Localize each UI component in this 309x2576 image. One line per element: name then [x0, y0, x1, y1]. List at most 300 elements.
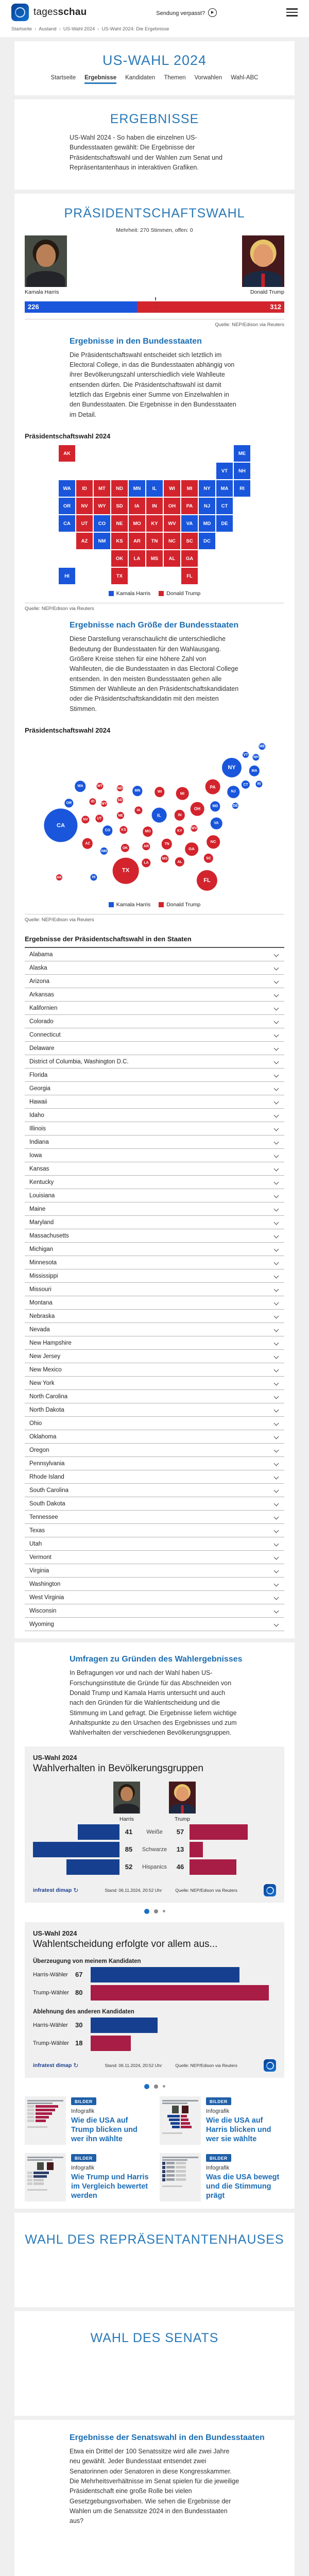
- state-tile-TN[interactable]: TN: [146, 533, 163, 549]
- state-bubble-OR[interactable]: OR: [64, 799, 73, 807]
- state-bubble-MI[interactable]: MI: [176, 787, 189, 800]
- state-accordion-row[interactable]: [25, 1484, 284, 1497]
- state-bubble-OH[interactable]: OH: [191, 802, 204, 816]
- state-name: Idaho: [29, 1112, 44, 1118]
- state-tile-AR[interactable]: AR: [129, 533, 145, 549]
- state-bubble-ID[interactable]: ID: [89, 799, 96, 805]
- state-accordion-row[interactable]: [25, 1390, 284, 1403]
- state-bubble-PA[interactable]: PA: [205, 779, 220, 794]
- state-bubble-NE[interactable]: NE: [117, 812, 124, 819]
- state-bubble-CA[interactable]: CA: [44, 809, 77, 842]
- state-accordion-row[interactable]: [25, 1310, 284, 1323]
- state-accordion-row[interactable]: [25, 1189, 284, 1202]
- teaser-title-link[interactable]: Wie die USA auf Trump blicken und wer ihn wählte: [71, 2116, 138, 2143]
- state-accordion-row[interactable]: [25, 1363, 284, 1377]
- state-tile-RI[interactable]: RI: [234, 480, 250, 497]
- legend-swatch: [109, 902, 114, 907]
- state-tile-UT[interactable]: UT: [76, 515, 93, 532]
- carousel-dot[interactable]: [163, 2085, 165, 2088]
- state-tile-AK[interactable]: AK: [59, 445, 75, 462]
- state-bubble-RI[interactable]: RI: [255, 781, 262, 788]
- cartogram-source: Quelle: NEP/Edison via Reuters: [25, 914, 284, 923]
- chart2-title: Wahlentscheidung erfolgte vor allem aus...: [33, 1938, 218, 1950]
- chevron-down-icon: [274, 1622, 279, 1627]
- state-accordion-row[interactable]: [25, 975, 284, 988]
- state-tile-NY[interactable]: NY: [199, 480, 215, 497]
- chevron-down-icon: [274, 1314, 279, 1319]
- group-label: Ablehnung des anderen Kandidaten: [33, 2008, 134, 2015]
- state-accordion-row[interactable]: [25, 1229, 284, 1243]
- state-accordion-row[interactable]: [25, 1564, 284, 1578]
- state-tile-CT[interactable]: CT: [216, 498, 233, 514]
- chart-row: [33, 1841, 276, 1858]
- state-bubble-WA[interactable]: WA: [75, 781, 85, 791]
- states-section-heading: Ergebnisse in den Bundesstaaten: [70, 336, 202, 346]
- chart-row: [33, 2036, 276, 2051]
- state-tile-ND[interactable]: ND: [111, 480, 128, 497]
- state-bubble-VT[interactable]: VT: [243, 752, 249, 758]
- state-accordion-row[interactable]: [25, 948, 284, 961]
- teaser-body: [206, 2153, 284, 2201]
- tab-vorwahlen[interactable]: Vorwahlen: [194, 75, 222, 81]
- state-tile-MT[interactable]: MT: [94, 480, 110, 497]
- state-name: Nevada: [29, 1326, 50, 1333]
- state-name: Minnesota: [29, 1259, 57, 1266]
- state-tile-ID[interactable]: ID: [76, 480, 93, 497]
- breadcrumb-link[interactable]: Startseite: [11, 26, 32, 32]
- harris-bar-area: [33, 1824, 119, 1840]
- chart-wahlentscheidung: [25, 1922, 284, 2078]
- chevron-down-icon: [274, 1032, 279, 1038]
- carousel-dot[interactable]: [144, 1909, 149, 1914]
- state-tile-NH[interactable]: NH: [234, 463, 250, 479]
- state-tile-MD[interactable]: MD: [199, 515, 215, 532]
- chart1-photos: [33, 1782, 276, 1822]
- electoral-votes-bar: [25, 301, 284, 313]
- chevron-down-icon: [274, 1113, 279, 1118]
- state-tile-WI[interactable]: WI: [164, 480, 180, 497]
- teaser-thumb[interactable]: [160, 2153, 201, 2201]
- us-states-map: [59, 445, 250, 585]
- category-label: Weiße: [146, 1828, 163, 1835]
- state-bubble-ME[interactable]: ME: [259, 743, 265, 750]
- trump-bar-area: [190, 1842, 276, 1857]
- carousel-dot[interactable]: [144, 2084, 149, 2089]
- trump-value: 13: [176, 1845, 184, 1854]
- chevron-down-icon: [274, 1247, 279, 1252]
- chevron-down-icon: [274, 1274, 279, 1279]
- state-tile-DE[interactable]: DE: [216, 515, 233, 532]
- state-bubble-TX[interactable]: TX: [113, 858, 139, 884]
- state-bubble-IL[interactable]: IL: [152, 808, 167, 823]
- chart2-footer: [33, 2059, 276, 2072]
- state-tile-MO[interactable]: MO: [129, 515, 145, 532]
- row-label: Trump-Wähler: [33, 2040, 69, 2046]
- chevron-down-icon: [274, 1475, 279, 1480]
- state-accordion-row[interactable]: [25, 1350, 284, 1363]
- state-accordion-row[interactable]: [25, 1042, 284, 1055]
- legend-swatch: [159, 591, 164, 596]
- source-line: Quelle: NEP/Edison via Reuters: [25, 319, 284, 328]
- state-tile-PA[interactable]: PA: [181, 498, 198, 514]
- state-name: Mississippi: [29, 1273, 58, 1279]
- state-tile-KY[interactable]: KY: [146, 515, 163, 532]
- state-name: Illinois: [29, 1125, 46, 1132]
- missed-show-link[interactable]: [87, 8, 286, 17]
- state-name: Michigan: [29, 1246, 54, 1252]
- bilder-badge: BILDER: [206, 2154, 231, 2162]
- chevron-down-icon: [274, 1555, 279, 1560]
- carousel-dot[interactable]: [163, 1910, 165, 1912]
- state-accordion-row[interactable]: [25, 1122, 284, 1136]
- state-accordion-row[interactable]: [25, 1497, 284, 1511]
- state-tile-MA[interactable]: MA: [216, 480, 233, 497]
- state-name: District of Columbia, Washington D.C.: [29, 1058, 129, 1065]
- size-section-text: Diese Darstellung veranschaulicht die unterschiedliche Bedeutung der Bundesstaaten für den Wahlausgang. Größere Kreise stehen für eine höhere Zahl von Wahlleuten, die die Bundesstaaten in das Electoral College entsenden. In den meisten Bundesstaaten gehen alle Stimmen der Wahlleute an den Präsidentschaftskandidaten oder die Präsidentschaftskandidatin mit den meisten Stimmen.: [70, 635, 239, 713]
- state-bubble-NH[interactable]: NH: [252, 754, 259, 761]
- state-tile-AZ[interactable]: AZ: [76, 533, 93, 549]
- state-name: New Mexico: [29, 1366, 62, 1373]
- state-bubble-NJ[interactable]: NJ: [227, 786, 239, 798]
- state-name: Louisiana: [29, 1192, 55, 1199]
- state-accordion-row[interactable]: [25, 961, 284, 975]
- state-name: Hawaii: [29, 1098, 47, 1105]
- row-value: 18: [75, 2039, 83, 2047]
- state-tile-NV[interactable]: NV: [76, 498, 93, 514]
- state-bubble-HI[interactable]: HI: [90, 874, 97, 881]
- chevron-down-icon: [274, 1595, 279, 1600]
- state-accordion-row[interactable]: [25, 1243, 284, 1256]
- breadcrumb-link[interactable]: US-Wahl 2024: [63, 26, 95, 32]
- bilder-badge: BILDER: [71, 2154, 96, 2162]
- state-bubble-KY[interactable]: KY: [175, 826, 184, 835]
- state-accordion-row[interactable]: [25, 1296, 284, 1310]
- tab-ergebnisse[interactable]: Ergebnisse: [84, 75, 116, 84]
- state-accordion-row[interactable]: [25, 1055, 284, 1069]
- state-bubble-NY[interactable]: NY: [222, 758, 242, 777]
- chevron-down-icon: [274, 1408, 279, 1413]
- chart-row: [33, 1985, 276, 2001]
- state-accordion-row[interactable]: [25, 1457, 284, 1470]
- state-bubble-NC[interactable]: NC: [207, 835, 220, 849]
- state-bubble-AK[interactable]: AK: [56, 874, 62, 880]
- state-tile-OH[interactable]: OH: [164, 498, 180, 514]
- state-name: Washington: [29, 1581, 61, 1587]
- state-name: Wisconsin: [29, 1607, 57, 1614]
- carousel-dot[interactable]: [154, 1909, 158, 1913]
- state-bubble-LA[interactable]: LA: [142, 858, 150, 867]
- state-bubble-AL[interactable]: AL: [175, 857, 184, 867]
- teaser: [25, 2096, 149, 2145]
- state-tile-CA[interactable]: CA: [59, 515, 75, 532]
- teaser-thumb[interactable]: [25, 2096, 66, 2145]
- state-tile-NJ[interactable]: NJ: [199, 498, 215, 514]
- state-bubble-MS[interactable]: MS: [161, 855, 168, 863]
- state-name: South Dakota: [29, 1500, 65, 1507]
- state-bubble-ND[interactable]: ND: [117, 785, 123, 791]
- chevron-down-icon: [274, 979, 279, 984]
- trump-bar: [91, 1985, 269, 2001]
- cartogram-chart-label: Präsidentschaftswahl 2024: [25, 726, 111, 735]
- state-bubble-MD[interactable]: MD: [210, 801, 220, 811]
- state-tile-SD[interactable]: SD: [111, 498, 128, 514]
- state-tile-MS[interactable]: MS: [146, 550, 163, 567]
- state-tile-MN[interactable]: MN: [129, 480, 145, 497]
- tab-themen[interactable]: Themen: [164, 75, 186, 81]
- state-accordion-row[interactable]: [25, 1591, 284, 1604]
- harris-bar: [66, 1859, 119, 1875]
- state-accordion-row[interactable]: [25, 1162, 284, 1176]
- teaser-kicker: Infografik: [206, 2108, 230, 2114]
- state-bubble-IA[interactable]: IA: [134, 807, 142, 815]
- state-results-accordion: [25, 947, 284, 1631]
- state-tile-VT[interactable]: VT: [216, 463, 233, 479]
- state-tile-MI[interactable]: MI: [181, 480, 198, 497]
- state-tile-DC[interactable]: DC: [199, 533, 215, 549]
- trump-value: 57: [176, 1828, 184, 1836]
- state-bubble-MO[interactable]: MO: [143, 826, 152, 836]
- state-tile-GA[interactable]: GA: [181, 550, 198, 567]
- state-tile-HI[interactable]: HI: [59, 568, 75, 584]
- state-tile-NC[interactable]: NC: [164, 533, 180, 549]
- state-bubble-KS[interactable]: KS: [119, 826, 127, 834]
- state-tile-LA[interactable]: LA: [129, 550, 145, 567]
- chevron-down-icon: [274, 1233, 279, 1239]
- state-bubble-DE[interactable]: DE: [232, 803, 238, 809]
- trump-bar: [190, 1842, 203, 1857]
- chevron-down-icon: [274, 1488, 279, 1493]
- breadcrumb-separator: ›: [59, 26, 61, 32]
- teaser-title-link[interactable]: Was die USA bewegt und die Stimmung prägt: [206, 2173, 280, 2200]
- chevron-down-icon: [274, 1367, 279, 1372]
- teaser-title-link[interactable]: Wie Trump und Harris im Vergleich bewertet werden: [71, 2173, 149, 2200]
- state-bubble-SC[interactable]: SC: [204, 854, 213, 863]
- state-accordion-row[interactable]: [25, 1403, 284, 1417]
- senate-results-embed-placeholder: [25, 2527, 284, 2576]
- state-bubble-SD[interactable]: SD: [117, 797, 123, 803]
- breadcrumb-link[interactable]: Ausland: [39, 26, 57, 32]
- state-accordion-row[interactable]: [25, 1149, 284, 1162]
- teaser-thumb[interactable]: [25, 2153, 66, 2201]
- map-source: Quelle: NEP/Edison via Reuters: [25, 603, 284, 612]
- state-accordion-row[interactable]: [25, 1336, 284, 1350]
- trump-bar-area: [190, 1859, 276, 1875]
- praesidentschaftswahl-heading: PRÄSIDENTSCHAFTSWAHL: [64, 206, 245, 221]
- chart-row: [33, 2018, 276, 2033]
- state-bubble-AR[interactable]: AR: [142, 843, 150, 851]
- state-name: Indiana: [29, 1139, 49, 1145]
- bar-track: [91, 1967, 276, 1982]
- teaser-title-link[interactable]: Wie die USA auf Harris blicken und wer sie wählte: [206, 2116, 271, 2143]
- senate-results-card: [14, 2420, 295, 2576]
- state-accordion-row[interactable]: [25, 1082, 284, 1095]
- chevron-down-icon: [274, 1394, 279, 1399]
- state-accordion-row[interactable]: [25, 1216, 284, 1229]
- state-bubble-MT[interactable]: MT: [96, 783, 103, 790]
- state-accordion-row[interactable]: [25, 1578, 284, 1591]
- state-accordion-row[interactable]: [25, 1323, 284, 1336]
- chevron-down-icon: [274, 1180, 279, 1185]
- state-bubble-NM[interactable]: NM: [100, 848, 108, 855]
- state-accordion-row[interactable]: [25, 1256, 284, 1269]
- state-accordion-row[interactable]: [25, 1176, 284, 1189]
- ergebnisse-card: [14, 99, 295, 190]
- state-tile-CO[interactable]: CO: [94, 515, 110, 532]
- ergebnisse-heading: ERGEBNISSE: [110, 112, 199, 126]
- tab-startseite[interactable]: Startseite: [50, 75, 76, 81]
- state-accordion-row[interactable]: [25, 1417, 284, 1430]
- chevron-down-icon: [274, 1582, 279, 1587]
- missed-show-label: Sendung verpasst?: [156, 10, 205, 16]
- state-tile-AL[interactable]: AL: [164, 550, 180, 567]
- chart-row: [33, 1858, 276, 1876]
- chevron-down-icon: [274, 1287, 279, 1292]
- state-name: Kansas: [29, 1165, 49, 1172]
- state-name: Oklahoma: [29, 1433, 57, 1440]
- trump-name: Donald Trump: [250, 289, 284, 295]
- state-accordion-row[interactable]: [25, 1618, 284, 1631]
- state-tile-ME[interactable]: ME: [234, 445, 250, 462]
- state-tile-SC[interactable]: SC: [181, 533, 198, 549]
- chart1-title: Wahlverhalten in Bevölkerungsgruppen: [33, 1762, 203, 1774]
- menu-icon[interactable]: [286, 6, 298, 19]
- map-chart-label: Präsidentschaftswahl 2024: [25, 432, 111, 440]
- trump-bar: [190, 1859, 236, 1875]
- state-tile-IN[interactable]: IN: [146, 498, 163, 514]
- trump-value: 46: [176, 1863, 184, 1871]
- state-bubble-CT[interactable]: CT: [242, 781, 250, 789]
- tagesschau-logo-icon[interactable]: [11, 4, 29, 21]
- state-name: South Carolina: [29, 1487, 69, 1494]
- state-tile-OR[interactable]: OR: [59, 498, 75, 514]
- map-legend: [25, 590, 284, 597]
- state-bubble-IN[interactable]: IN: [175, 810, 185, 820]
- state-bubble-UT[interactable]: UT: [95, 815, 103, 823]
- state-bubble-AZ[interactable]: AZ: [82, 838, 93, 849]
- state-bubble-CO[interactable]: CO: [102, 825, 112, 835]
- breadcrumb-link[interactable]: US-Wahl 2024: Die Ergebnisse: [101, 26, 169, 32]
- state-tile-KS[interactable]: KS: [111, 533, 128, 549]
- state-name: Maine: [29, 1206, 46, 1212]
- state-accordion-row[interactable]: [25, 1015, 284, 1028]
- state-accordion-row[interactable]: [25, 1537, 284, 1551]
- chevron-down-icon: [274, 1461, 279, 1466]
- us-states-cartogram: [25, 739, 284, 896]
- state-accordion-row[interactable]: [25, 1002, 284, 1015]
- state-tile-WV[interactable]: WV: [164, 515, 180, 532]
- chevron-down-icon: [274, 1140, 279, 1145]
- chart2-groups: [33, 1958, 276, 2051]
- state-accordion-row[interactable]: [25, 1269, 284, 1283]
- state-name: Maryland: [29, 1219, 54, 1226]
- play-icon: [208, 8, 217, 17]
- state-bubble-MA[interactable]: MA: [249, 766, 260, 776]
- chevron-down-icon: [274, 1354, 279, 1359]
- state-bubble-GA[interactable]: GA: [185, 842, 198, 856]
- state-accordion-row[interactable]: [25, 1028, 284, 1042]
- state-accordion-row[interactable]: [25, 1377, 284, 1390]
- state-accordion-row[interactable]: [25, 1109, 284, 1122]
- state-accordion-row[interactable]: [25, 1444, 284, 1457]
- state-tile-FL[interactable]: FL: [181, 568, 198, 584]
- state-accordion-row[interactable]: [25, 1136, 284, 1149]
- state-tile-NM[interactable]: NM: [94, 533, 110, 549]
- infratest-dimap-logo: infratest dimap: [33, 2062, 72, 2069]
- state-bubble-MN[interactable]: MN: [132, 786, 142, 795]
- senate-heading: WAHL DES SENATS: [90, 2330, 219, 2345]
- state-bubble-NV[interactable]: NV: [81, 816, 89, 824]
- state-tile-WA[interactable]: WA: [59, 480, 75, 497]
- teaser-thumb[interactable]: [160, 2096, 201, 2145]
- state-bubble-WY[interactable]: WY: [101, 801, 107, 807]
- brand[interactable]: [33, 7, 87, 18]
- state-bubble-WI[interactable]: WI: [154, 787, 164, 796]
- state-tile-NE[interactable]: NE: [111, 515, 128, 532]
- legend-item: Donald Trump: [159, 902, 200, 908]
- state-accordion-row[interactable]: [25, 1524, 284, 1537]
- chevron-down-icon: [274, 1099, 279, 1105]
- page-title: US-WAHL 2024: [102, 53, 207, 68]
- state-accordion-row[interactable]: [25, 1202, 284, 1216]
- state-tile-IL[interactable]: IL: [146, 480, 163, 497]
- chart-wahlverhalten: [25, 1747, 284, 1903]
- tab-wahl-abc[interactable]: Wahl-ABC: [231, 75, 259, 81]
- size-section-heading: Ergebnisse nach Größe der Bundesstaaten: [70, 621, 239, 630]
- state-tile-WY[interactable]: WY: [94, 498, 110, 514]
- harris-bar-area: [33, 1842, 119, 1857]
- state-tile-IA[interactable]: IA: [129, 498, 145, 514]
- tab-kandidaten[interactable]: Kandidaten: [125, 75, 156, 81]
- state-accordion-row[interactable]: [25, 1604, 284, 1618]
- state-bubble-OK[interactable]: OK: [121, 844, 129, 852]
- teaser: [160, 2096, 284, 2145]
- candidate-harris: [25, 235, 67, 295]
- bar-track: [91, 2018, 276, 2033]
- state-accordion-row[interactable]: [25, 1551, 284, 1564]
- state-name: North Carolina: [29, 1393, 68, 1400]
- state-name: Wyoming: [29, 1621, 54, 1628]
- state-accordion-row[interactable]: [25, 1470, 284, 1484]
- state-bubble-VA[interactable]: VA: [211, 818, 222, 829]
- state-accordion-row[interactable]: [25, 1069, 284, 1082]
- chevron-down-icon: [274, 1153, 279, 1158]
- chevron-down-icon: [274, 1421, 279, 1426]
- carousel-dot[interactable]: [154, 2084, 158, 2089]
- state-accordion-row[interactable]: [25, 1511, 284, 1524]
- state-bubble-TN[interactable]: TN: [162, 839, 172, 849]
- state-tile-VA[interactable]: VA: [181, 515, 198, 532]
- senate-card: [14, 2311, 295, 2416]
- state-accordion-row[interactable]: [25, 988, 284, 1002]
- cartogram-legend: [25, 902, 284, 908]
- state-name: Iowa: [29, 1152, 42, 1159]
- house-card: [14, 2213, 295, 2307]
- state-name: Arizona: [29, 978, 49, 985]
- tagesschau-app-icon: [264, 1884, 276, 1896]
- state-bubble-WV[interactable]: WV: [191, 825, 197, 832]
- chart1-footer: [33, 1884, 276, 1896]
- legend-item: Donald Trump: [159, 590, 200, 597]
- harris-ev-bar: [25, 301, 137, 313]
- state-bubble-FL[interactable]: FL: [197, 870, 217, 891]
- state-tile-OK[interactable]: OK: [111, 550, 128, 567]
- state-accordion-row[interactable]: [25, 1430, 284, 1444]
- state-tile-TX[interactable]: TX: [111, 568, 128, 584]
- state-accordion-row[interactable]: [25, 1283, 284, 1296]
- carousel-dots: [25, 2084, 284, 2089]
- category-label: Hispanics: [142, 1863, 167, 1870]
- state-accordion-row[interactable]: [25, 1095, 284, 1109]
